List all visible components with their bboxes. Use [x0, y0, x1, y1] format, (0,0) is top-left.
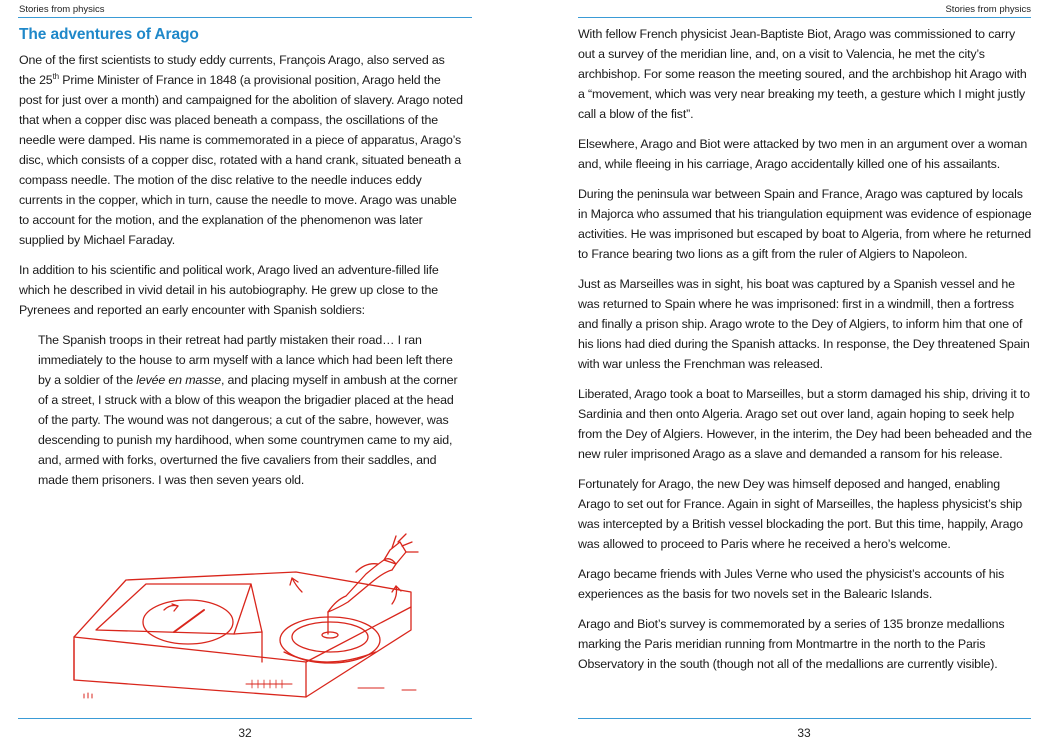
right-page — [530, 0, 1061, 753]
paragraph: Fortunately for Arago, the new Dey was himself deposed and hanged, enabling Arago to set out for France. Again in sight of Marseilles, the hapless physicist’s ship was intercepted by a British vessel blockading the port. But this time, happily, Arago was allowed to proceed to Paris where he received a hero’s welcome. — [578, 477, 1023, 551]
header-rule — [18, 17, 472, 18]
paragraph: During the peninsula war between Spain and France, Arago was captured by locals in Majorca who assumed that his triangulation equipment was evidence of espionage activities. He was imprisoned but escaped by boat to Algeria, from where he returned to France bearing two lions as a gift from the ruler of Algiers to Napoleon. — [578, 187, 1032, 261]
quote-text: , and placing myself in ambush at the corner of a street, I struck with a blow of this weapon the brigadier placed at the head of the party. The wound was not dangerous; a cut of the sabre, however, was descending to punish my hardihood, when some countrymen came to my aid, and, armed with forks, overturned the five cavaliers from their saddles, and made them prisoners. I was then seven years old. — [38, 373, 458, 487]
paragraph: Arago became friends with Jules Verne who used the physicist’s accounts of his experiences as the basis for two novels set in the Balearic Islands. — [578, 567, 1005, 601]
footer-rule — [18, 718, 472, 719]
left-body-text — [19, 50, 464, 500]
paragraph: Arago and Biot’s survey is commemorated by a series of 135 bronze medallions marking the Paris meridian running from Montmartre in the north to the Paris Observatory in the south (though not all of the medallions are currently visible). — [578, 617, 1005, 671]
paragraph: Elsewhere, Arago and Biot were attacked by two men in an argument over a woman and, while fleeing in his carriage, Arago accidentally killed one of his assailants. — [578, 137, 1028, 171]
paragraph: With fellow French physicist Jean-Baptiste Biot, Arago was commissioned to carry out a survey of the meridian line, and, on a visit to Valencia, he met the city’s archbishop. For some reason the meeting soured, and the archbishop hit Arago with a “movement, which was very near breaking my teeth, a gesture which I might justly call a blow of the fist”. — [578, 27, 1027, 121]
left-page — [0, 0, 530, 753]
page-number: 32 — [238, 726, 252, 740]
superscript: th — [52, 71, 59, 81]
arago-disc-sketch-icon — [66, 512, 426, 702]
paragraph-text: One of the first scientists to study eddy currents, François Arago, also served as the 25 — [19, 53, 445, 87]
paragraph: In addition to his scientific and political work, Arago lived an adventure-filled life which he described in vivid detail in his autobiography. He grew up close to the Pyrenees and reported an early encounter with Spanish soldiers: — [19, 263, 439, 317]
header-rule — [578, 17, 1031, 18]
paragraph — [19, 50, 464, 250]
chapter-title: The adventures of Arago — [19, 26, 199, 43]
paragraph: Just as Marseilles was in sight, his boat was captured by a Spanish vessel and he was returned to Spain where he was imprisoned: first in a windmill, then a fortress and finally a prison ship. Arago wrote to the Dey of Algiers, to inform him that one of his lions had died during the Spanish attacks. In response, the Dey threatened Spain with war unless the Frenchman was released. — [578, 277, 1030, 371]
running-head: Stories from physics — [945, 4, 1031, 15]
paragraph: Liberated, Arago took a boat to Marseilles, but a storm damaged his ship, driving it to Sardinia and then onto Algeria. Arago set out over land, again hoping to seek help from the Dey of Algiers. However, in the interim, the Dey had been beheaded and the new ruler imprisoned Arago as a slave and demanded a ransom for his release. — [578, 387, 1032, 461]
running-head: Stories from physics — [19, 4, 105, 15]
right-body-text — [578, 24, 1033, 684]
quote-italic-text: levée en masse — [136, 373, 221, 387]
block-quote — [19, 330, 464, 490]
quote-text: The Spanish troops in their retreat had partly mistaken their road… I ran immediately to the house to arm myself with a lance which had been left there by a soldier of the — [38, 333, 453, 387]
footer-rule — [578, 718, 1031, 719]
paragraph-text: Prime Minister of France in 1848 (a provisional position, Arago held the post for just over a month) and campaigned for the abolition of slavery. Arago noted that when a copper disc was placed beneath a compass, the oscillations of the needle were damped. His name is commemorated in a piece of apparatus, Arago’s disc, which consists of a copper disc, rotated with a hand crank, situated beneath a compass needle. The motion of the disc relative to the needle induces eddy currents in the copper, which in turn, cause the needle to move. Arago was unable to account for the motion, and the explanation of the phenomenon was later supplied by Michael Faraday. — [19, 73, 463, 247]
page-number: 33 — [797, 726, 811, 740]
